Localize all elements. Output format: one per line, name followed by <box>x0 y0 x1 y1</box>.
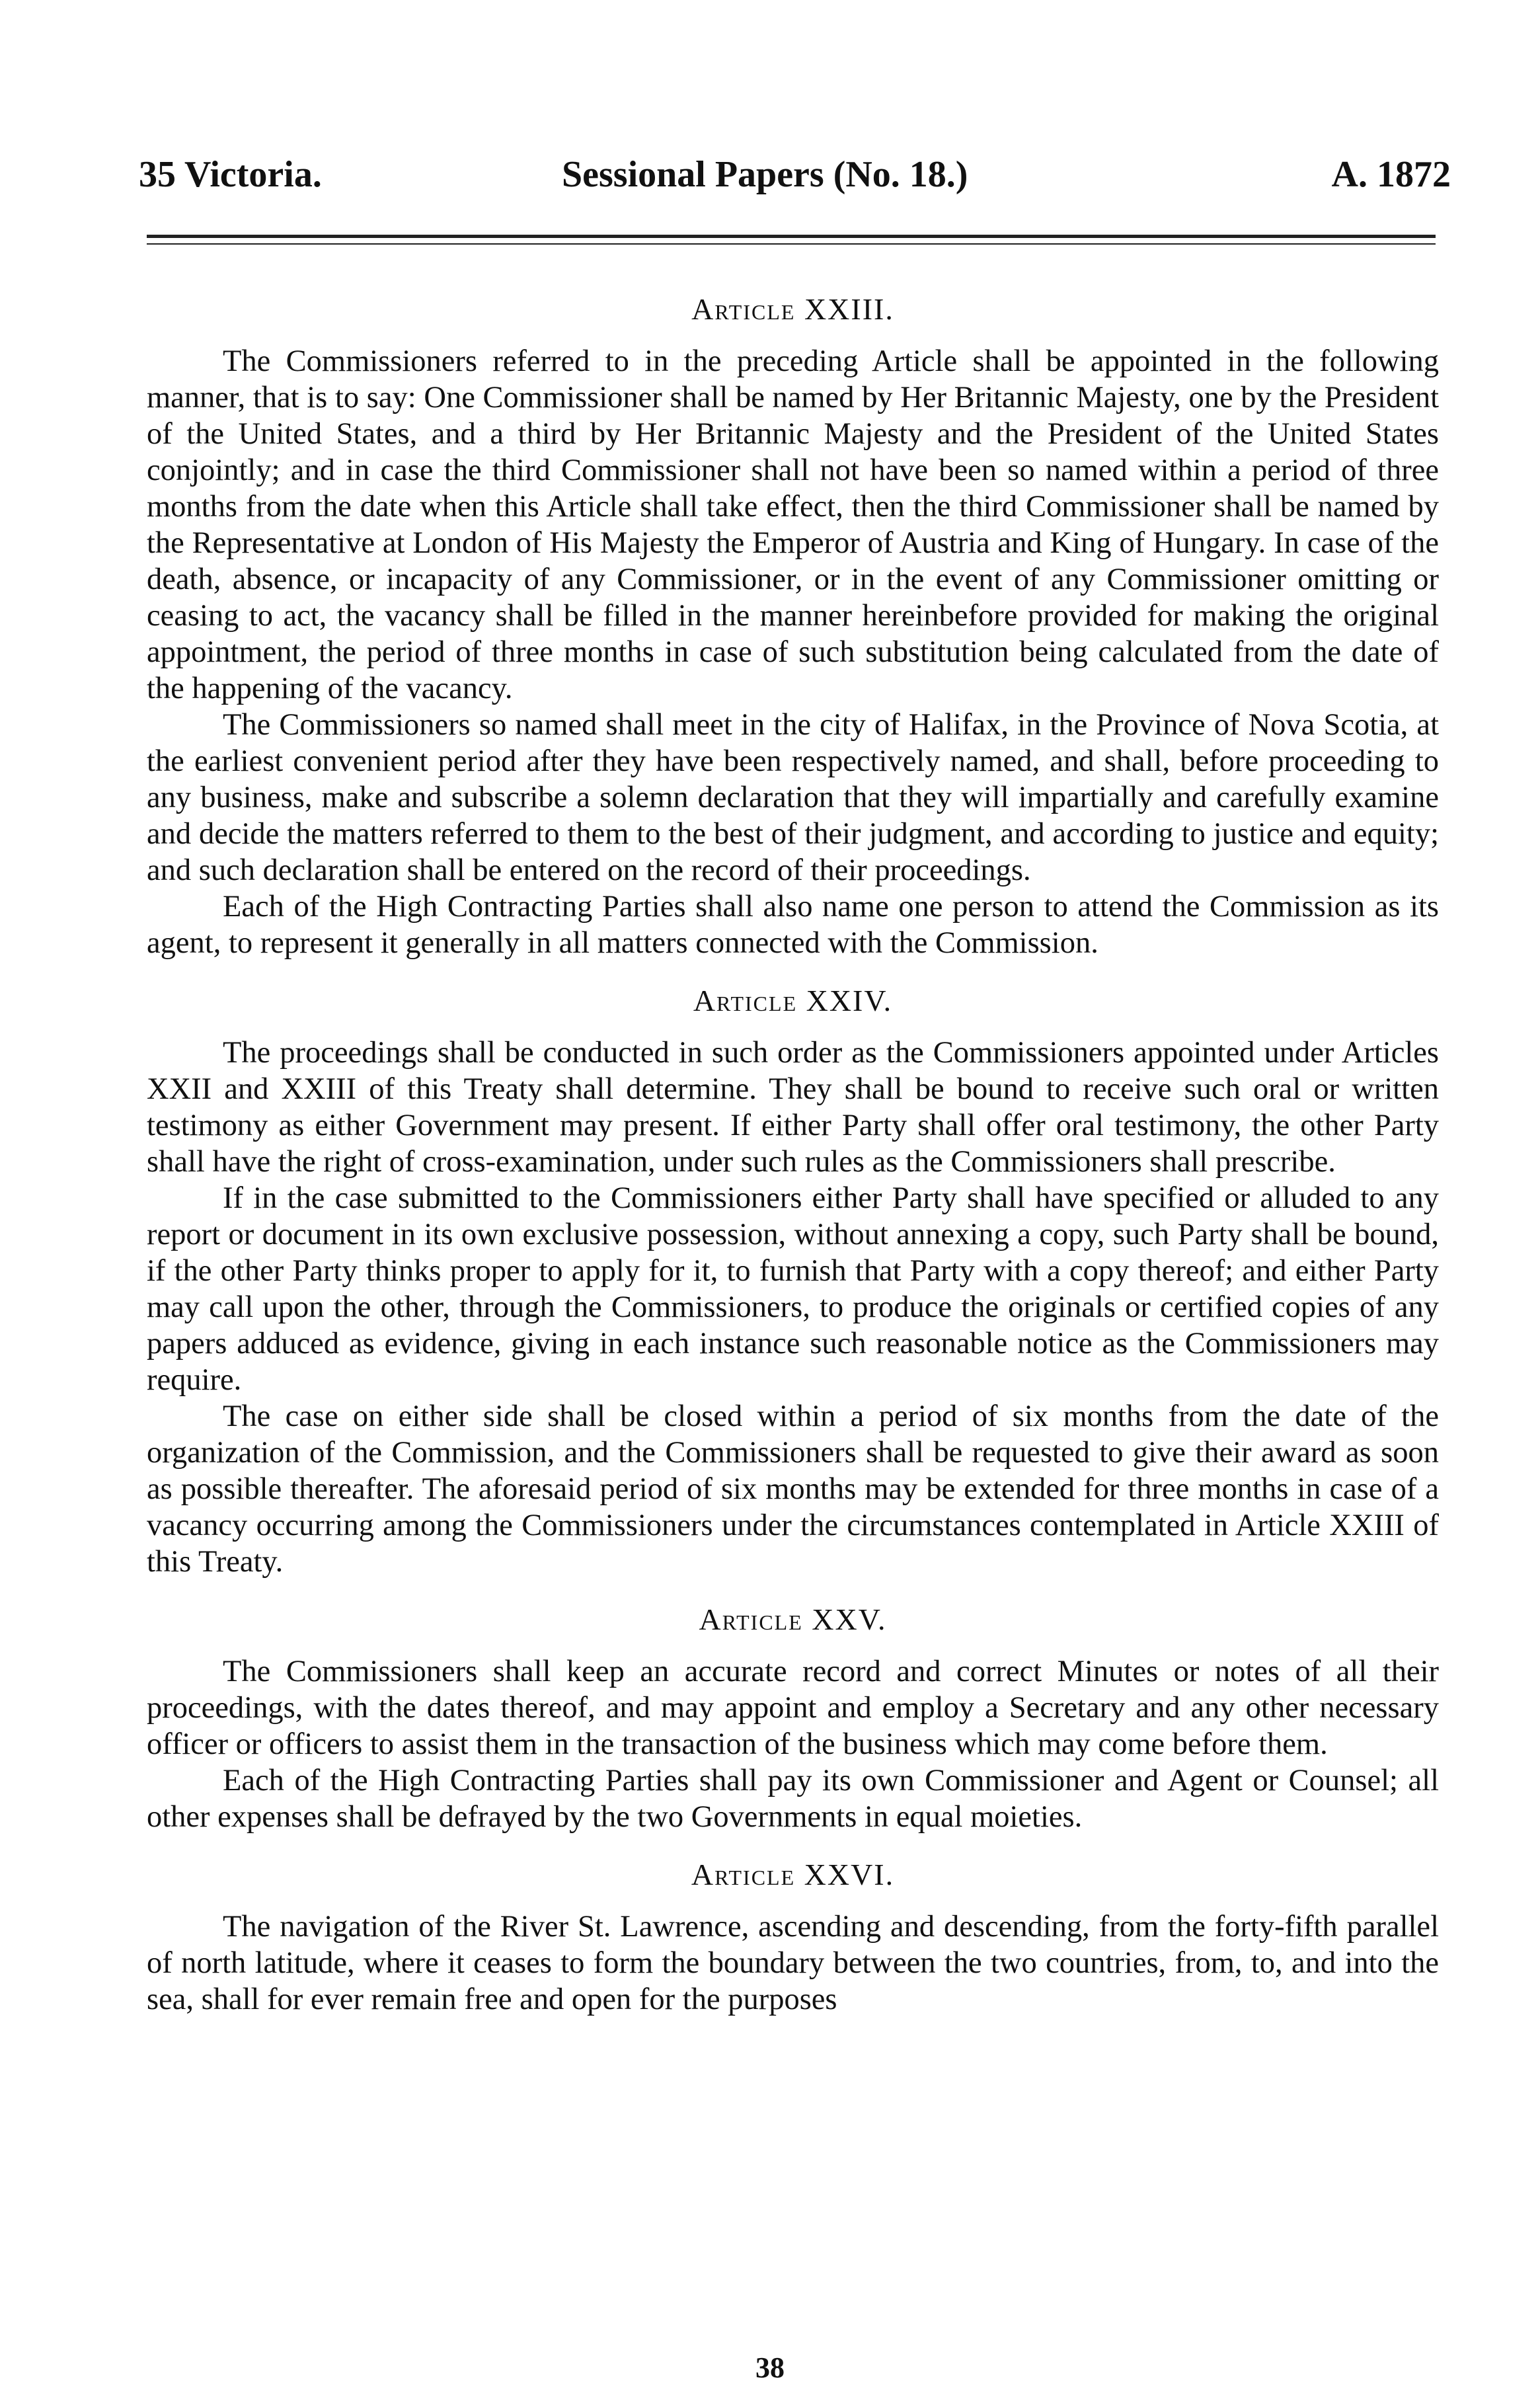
running-header <box>139 153 1451 213</box>
article-paragraph: The navigation of the River St. Lawrence, ascending and descending, from the forty-fifth parallel of north latitude, where it ceases to form the boundary between the two countries, from, to, and into the sea, shall for ever remain free and open for the purposes <box>147 1910 1439 2016</box>
article-paragraph: If in the case submitted to the Commissioners either Party shall have specified or alluded to any report or document in its own exclusive possession, without annexing a copy, such Party shall be bound, if the other Party thinks proper to apply for it, to furnish that Party with a copy thereof; and either Party may call upon the other, through the Commissioners, to produce the originals or certified copies of any papers adduced as evidence, giving in each instance such reasonable notice as the Commissioners may require. <box>147 1181 1439 1397</box>
article-heading: Article XXVI. <box>691 1858 895 1891</box>
article-heading: Article XXIV. <box>693 984 893 1017</box>
article-section <box>147 982 1439 1580</box>
header-rule-thick <box>147 235 1436 238</box>
article-paragraph: The Commissioners referred to in the preceding Article shall be appointed in the following manner, that is to say: One Commissioner shall be named by Her Britannic Majesty, one by the President of the United States, and a third by Her Britannic Majesty and the President of the United States conjointly; and in case the third Commissioner shall not have been so named within a period of three months from the date when this Article shall take effect, then the third Commissioner shall be named by the Representative at London of His Majesty the Emperor of Austria and King of Hungary. In case of the death, absence, or incapacity of any Commissioner, or in the event of any Commissioner omitting or ceasing to act, the vacancy shall be filled in the manner hereinbefore provided for making the original appointment, the period of three months in case of such substitution being calculated from the date of the happening of the vacancy. <box>147 344 1439 705</box>
header-title: Sessional Papers (No. 18.) <box>562 154 968 195</box>
article-section <box>147 291 1439 961</box>
page-body <box>147 291 1439 2039</box>
article-paragraph: The proceedings shall be conducted in such order as the Commissioners appointed under Articles XXII and XXIII of this Treaty shall determine. They shall be bound to receive such oral or written testimony as either Government may present. If either Party shall offer oral testimony, the other Party shall have the right of cross-examination, under such rules as the Commissioners shall prescribe. <box>147 1036 1439 1179</box>
header-year: A. 1872 <box>1331 154 1451 195</box>
article-paragraph: The Commissioners so named shall meet in the city of Halifax, in the Province of Nova Scotia, at the earliest convenient period after they have been respectively named, and shall, before proceeding to any business, make and subscribe a solemn declaration that they will impartially and carefully examine and decide the matters referred to them to the best of their judgment, and according to justice and equity; and such declaration shall be entered on the record of their proceedings. <box>147 708 1439 887</box>
article-section <box>147 1856 1439 2018</box>
article-paragraph: Each of the High Contracting Parties shall also name one person to attend the Commission as its agent, to represent it generally in all matters connected with the Commission. <box>147 890 1439 960</box>
article-paragraph: Each of the High Contracting Parties shall pay its own Commissioner and Agent or Counsel; all other expenses shall be defrayed by the two Governments in equal moieties. <box>147 1764 1439 1834</box>
article-section <box>147 1601 1439 1835</box>
article-paragraph: The case on either side shall be closed within a period of six months from the date of the organization of the Commission, and the Commissioners shall be requested to give their award as soon as possible thereafter. The aforesaid period of six months may be extended for three months in case of a vacancy occurring among the Commissioners under the circumstances contemplated in Article XXIII of this Treaty. <box>147 1400 1439 1579</box>
header-rule-thin <box>147 243 1436 245</box>
article-heading: Article XXV. <box>699 1602 887 1636</box>
article-heading: Article XXIII. <box>691 292 894 326</box>
header-session: 35 Victoria. <box>139 154 322 195</box>
page-number: 38 <box>755 2351 785 2384</box>
article-paragraph: The Commissioners shall keep an accurate record and correct Minutes or notes of all their proceedings, with the dates thereof, and may appoint and employ a Secretary and any other necessary officer or officers to assist them in the transaction of the business which may come before them. <box>147 1655 1439 1761</box>
